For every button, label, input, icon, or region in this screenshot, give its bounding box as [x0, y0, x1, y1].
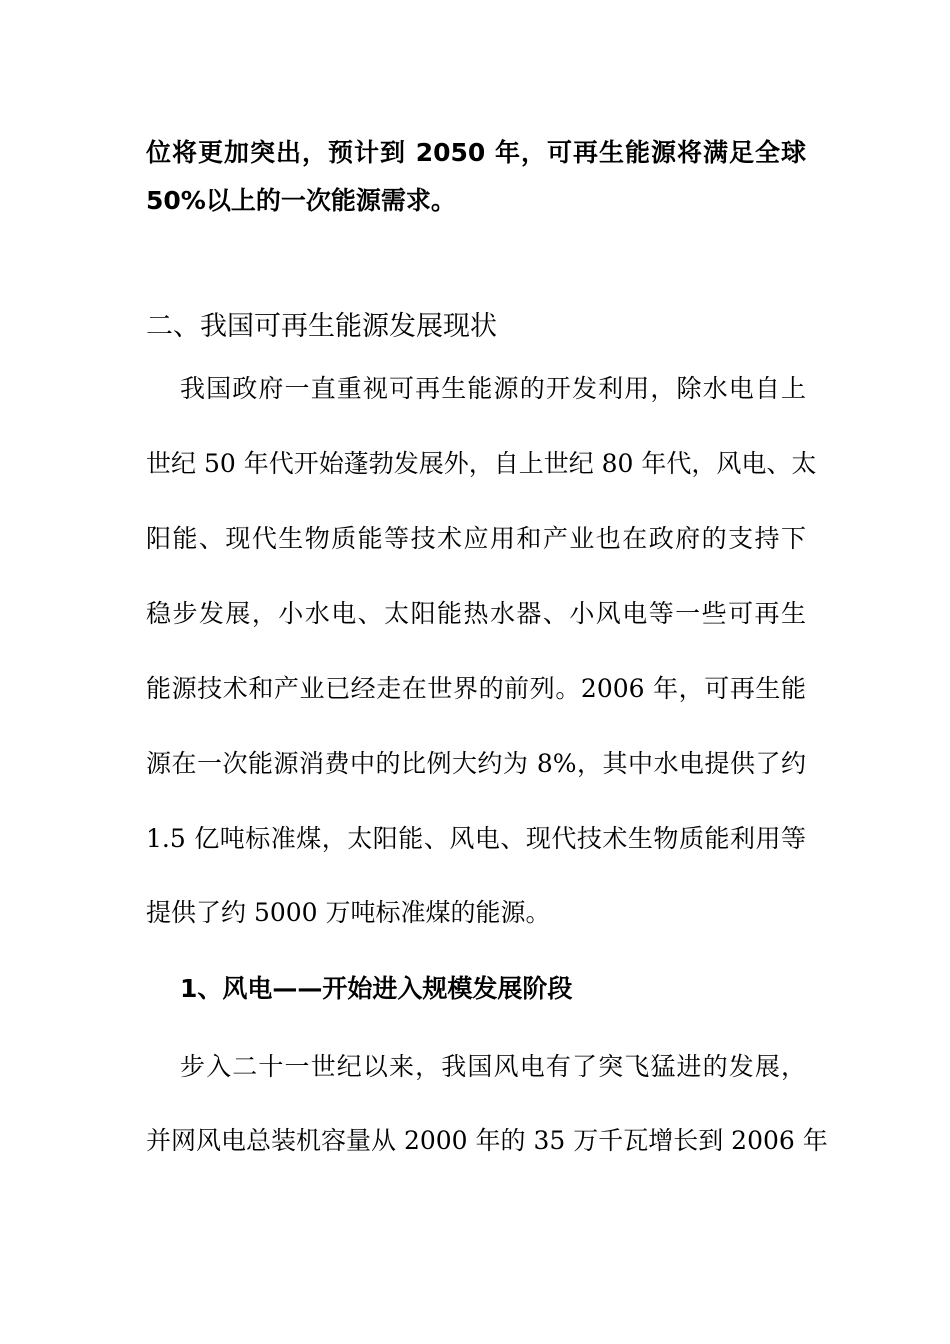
paragraph-line: 步入二十一世纪以来，我国风电有了突飞猛进的发展，	[180, 1052, 806, 1081]
intro-line-2: 50%以上的一次能源需求。	[146, 186, 456, 215]
paragraph-line: 阳能、现代生物质能等技术应用和产业也在政府的支持下	[146, 524, 806, 553]
paragraph-line: 我国政府一直重视可再生能源的开发利用，除水电自上	[180, 374, 806, 403]
section-heading: 二、我国可再生能源发展现状	[146, 311, 497, 342]
paragraph-line: 能源技术和产业已经走在世界的前列。2006 年，可再生能	[146, 674, 806, 703]
paragraph-line: 1.5 亿吨标准煤，太阳能、风电、现代技术生物质能利用等	[146, 824, 806, 853]
paragraph-line: 并网风电总装机容量从 2000 年的 35 万千瓦增长到 2006 年	[146, 1126, 828, 1155]
intro-line-1: 位将更加突出，预计到 2050 年，可再生能源将满足全球	[146, 138, 806, 167]
paragraph-line: 世纪 50 年代开始蓬勃发展外，自上世纪 80 年代，风电、太	[146, 449, 817, 478]
paragraph-line: 提供了约 5000 万吨标准煤的能源。	[146, 898, 551, 927]
subsection-heading: 1、风电——开始进入规模发展阶段	[180, 974, 573, 1003]
paragraph-line: 源在一次能源消费中的比例大约为 8%，其中水电提供了约	[146, 749, 806, 778]
paragraph-line: 稳步发展，小水电、太阳能热水器、小风电等一些可再生	[146, 599, 806, 628]
